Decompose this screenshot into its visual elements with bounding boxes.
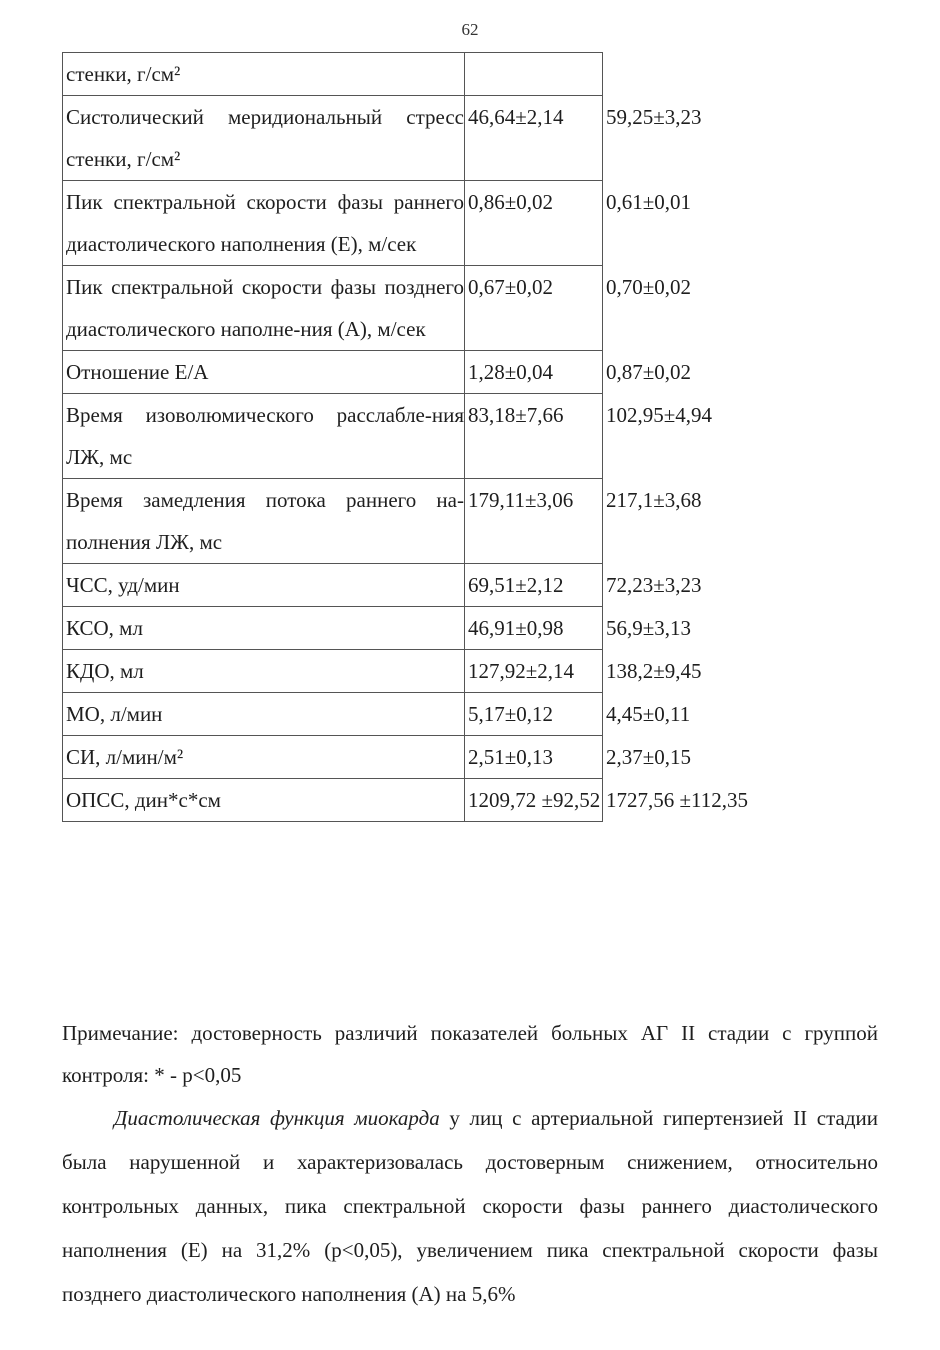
param-cell: Систолический меридиональный стресс стенки, г/см²: [63, 96, 465, 181]
param-cell: Пик спектральной скорости фазы позднего диастолического наполне-ния (А), м/сек: [63, 266, 465, 351]
group1-cell: 179,11±3,06: [465, 479, 603, 564]
group2-cell: 59,25±3,23: [603, 96, 783, 181]
page-number: 62: [461, 20, 479, 39]
table-row: [63, 266, 783, 351]
param-cell: Отношение Е/А: [63, 351, 465, 394]
group1-cell: [465, 53, 603, 96]
table-row: [63, 779, 783, 822]
param-cell: КСО, мл: [63, 607, 465, 650]
table-row: [63, 650, 783, 693]
group2-cell: [603, 53, 783, 96]
group1-cell: 1,28±0,04: [465, 351, 603, 394]
table-note: Примечание: достоверность различий показателей больных АГ II стадии с группой контроля: * - р<0,05: [62, 1021, 878, 1087]
table-row: [63, 394, 783, 479]
group2-cell: 0,87±0,02: [603, 351, 783, 394]
group1-cell: 2,51±0,13: [465, 736, 603, 779]
group1-cell: 1209,72 ±92,52: [465, 779, 603, 822]
group2-cell: 138,2±9,45: [603, 650, 783, 693]
paragraph-text: у лиц с артериальной гипертензией II стадии была нарушенной и характеризовалась достоверным снижением, относительно контрольных данных, пика спектральной скорости фазы раннего диастолического наполнения (Е) на 31,2% (р<0,05), увеличением пика спектральной скорости фазы позднего диастолического наполнения (А) на 5,6%: [62, 1106, 878, 1306]
group1-cell: 5,17±0,12: [465, 693, 603, 736]
table-row: [63, 564, 783, 607]
group2-cell: 0,61±0,01: [603, 181, 783, 266]
results-table: [62, 52, 783, 822]
group1-cell: 69,51±2,12: [465, 564, 603, 607]
group2-cell: 102,95±4,94: [603, 394, 783, 479]
group1-cell: 127,92±2,14: [465, 650, 603, 693]
table-row: [63, 607, 783, 650]
table-row: [63, 96, 783, 181]
param-cell: Пик спектральной скорости фазы раннего диастолического наполнения (Е), м/сек: [63, 181, 465, 266]
group1-cell: 83,18±7,66: [465, 394, 603, 479]
group2-cell: 0,70±0,02: [603, 266, 783, 351]
table-row: [63, 53, 783, 96]
param-cell: ЧСС, уд/мин: [63, 564, 465, 607]
param-cell: КДО, мл: [63, 650, 465, 693]
paragraph-italic-lead: Диастолическая функция миокарда: [114, 1106, 440, 1130]
param-cell: стенки, г/см²: [63, 53, 465, 96]
param-cell: СИ, л/мин/м²: [63, 736, 465, 779]
param-cell: МО, л/мин: [63, 693, 465, 736]
body-paragraph: [62, 1096, 878, 1316]
group2-cell: 56,9±3,13: [603, 607, 783, 650]
param-cell: Время замедления потока раннего на-полнения ЛЖ, мс: [63, 479, 465, 564]
table-row: [63, 736, 783, 779]
group2-cell: 4,45±0,11: [603, 693, 783, 736]
group1-cell: 46,91±0,98: [465, 607, 603, 650]
param-cell: ОПСС, дин*с*см: [63, 779, 465, 822]
table-row: [63, 479, 783, 564]
param-cell: Время изоволюмического расслабле-ния ЛЖ, мс: [63, 394, 465, 479]
group1-cell: 0,86±0,02: [465, 181, 603, 266]
group2-cell: 1727,56 ±112,35: [603, 779, 783, 822]
group2-cell: 72,23±3,23: [603, 564, 783, 607]
group1-cell: 46,64±2,14: [465, 96, 603, 181]
group2-cell: 217,1±3,68: [603, 479, 783, 564]
group1-cell: 0,67±0,02: [465, 266, 603, 351]
table-row: [63, 351, 783, 394]
group2-cell: 2,37±0,15: [603, 736, 783, 779]
table-row: [63, 181, 783, 266]
table-row: [63, 693, 783, 736]
